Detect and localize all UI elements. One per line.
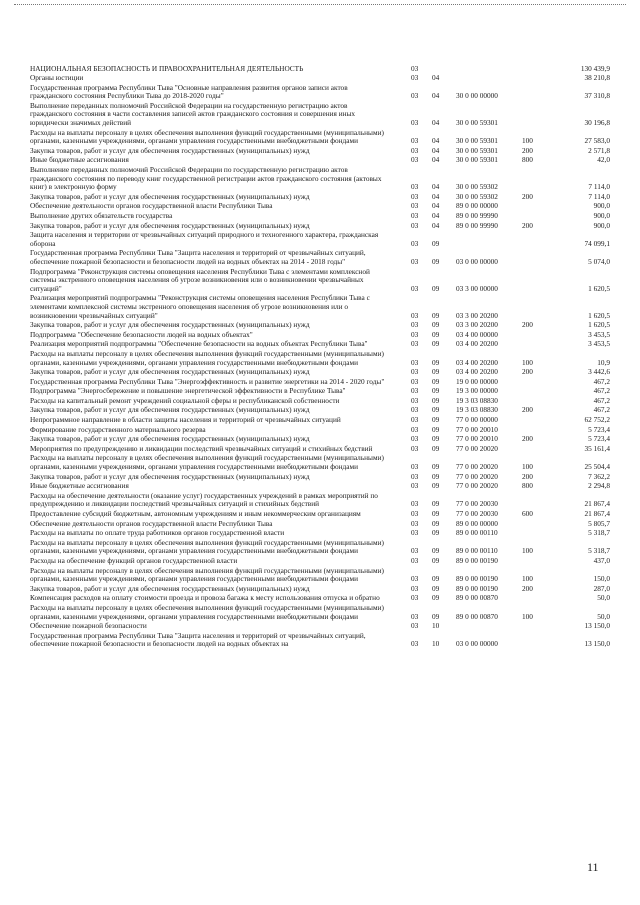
- row-expense-type: 200: [522, 220, 533, 230]
- row-target-article: 03 4 00 20200: [456, 367, 498, 377]
- row-section-code: 03: [411, 481, 419, 491]
- row-name: Государственная программа Республики Тыва "Энергоэффективность и развитие энергетики на 2014 - 2020 годы": [30, 376, 385, 386]
- row-name: Расходы на выплаты персоналу в целях обеспечения выполнения функций государственными (муниципальными) органами, казенными учреждениями, органами управления государственными внебюджетными фондами: [30, 537, 384, 556]
- row-section-code: 03: [411, 211, 419, 220]
- row-name: Предоставление субсидий бюджетным, автономным учреждениям и иным некоммерческим организациям: [30, 509, 361, 518]
- table-row: [30, 340, 610, 350]
- row-amount: 21 867,4: [584, 509, 610, 518]
- row-target-article: 19 3 03 08830: [456, 405, 498, 415]
- row-name: Иные бюджетные ассигнования: [30, 481, 129, 491]
- row-subsection-code: 09: [432, 357, 440, 367]
- row-subsection-code: 09: [432, 310, 440, 320]
- row-subsection-code: 09: [432, 611, 440, 621]
- row-section-code: 03: [411, 310, 419, 320]
- row-subsection-code: 10: [432, 621, 440, 631]
- row-target-article: 30 0 00 59301: [456, 155, 498, 165]
- row-target-article: 77 0 00 20030: [456, 509, 498, 518]
- row-expense-type: 100: [522, 462, 533, 472]
- row-name: Закупка товаров, работ и услуг для обеспечения государственных (муниципальных) нужд: [30, 434, 310, 444]
- row-subsection-code: 04: [432, 211, 440, 220]
- row-section-code: 03: [411, 471, 419, 481]
- row-target-article: 89 0 00 99990: [456, 220, 498, 230]
- row-section-code: 03: [411, 283, 419, 293]
- table-row: [30, 556, 610, 566]
- row-amount: 7 114,0: [588, 182, 610, 192]
- table-row: [30, 510, 610, 520]
- table-row: [30, 538, 610, 556]
- row-target-article: 03 4 00 20200: [456, 357, 498, 367]
- row-section-code: 03: [411, 367, 419, 377]
- row-section-code: 03: [411, 462, 419, 472]
- row-name: Выполнение переданных полномочий Российской Федерации по государственную регистрацию актов гражданского состояния по переводу книг государственной регистрации актов гражданского состояния (актовых книг) в электронную форму: [30, 165, 382, 192]
- row-section-code: 03: [411, 415, 419, 425]
- row-amount: 1 620,5: [588, 310, 610, 320]
- row-section-code: 03: [411, 91, 419, 101]
- row-target-article: 77 0 00 20020: [456, 443, 498, 453]
- row-section-code: 03: [411, 220, 419, 230]
- row-name: Подпрограмма "Энергосбережение и повышение энергетической эффективности в Республике Тыва": [30, 386, 346, 396]
- row-expense-type: 600: [522, 509, 533, 518]
- row-name: Закупка товаров, работ и услуг для обеспечения государственных (муниципальных) нужд: [30, 145, 310, 155]
- row-section-code: 03: [411, 528, 419, 538]
- row-subsection-code: 09: [432, 415, 440, 425]
- row-amount: 2 294,8: [588, 481, 610, 491]
- row-section-code: 03: [411, 329, 419, 339]
- row-subsection-code: 09: [432, 320, 440, 330]
- row-target-article: 89 0 00 00870: [456, 611, 498, 621]
- row-target-article: 89 0 00 00110: [456, 546, 498, 556]
- row-target-article: 03 0 00 00000: [456, 639, 498, 649]
- table-row: [30, 267, 610, 294]
- row-expense-type: 200: [522, 191, 533, 201]
- row-name: Обеспечение деятельности органов государственной власти Республики Тыва: [30, 201, 273, 211]
- page-number: 11: [587, 860, 599, 874]
- budget-table: [30, 64, 610, 649]
- row-amount: 62 752,2: [584, 415, 610, 425]
- row-subsection-code: 04: [432, 91, 440, 101]
- row-subsection-code: 04: [432, 220, 440, 230]
- row-subsection-code: 09: [432, 574, 440, 584]
- row-amount: 3 453,5: [588, 329, 610, 339]
- row-name: Иные бюджетные ассигнования: [30, 155, 129, 165]
- table-row: [30, 594, 610, 604]
- row-subsection-code: 09: [432, 405, 440, 415]
- row-subsection-code: 09: [432, 256, 440, 266]
- row-subsection-code: 04: [432, 201, 440, 211]
- row-section-code: 03: [411, 238, 419, 248]
- row-subsection-code: 09: [432, 546, 440, 556]
- row-target-article: 19 3 03 08830: [456, 395, 498, 405]
- row-expense-type: 200: [522, 434, 533, 444]
- row-subsection-code: 04: [432, 155, 440, 165]
- row-expense-type: 100: [522, 357, 533, 367]
- table-row: [30, 566, 610, 584]
- row-expense-type: 100: [522, 136, 533, 146]
- row-subsection-code: 10: [432, 639, 440, 649]
- row-name: Формирование государственного материального резерва: [30, 424, 206, 434]
- row-amount: 467,2: [593, 395, 610, 405]
- row-target-article: 30 0 00 59301: [456, 136, 498, 146]
- row-subsection-code: 09: [432, 509, 440, 518]
- row-target-article: 19 0 00 00000: [456, 376, 498, 386]
- row-target-article: 03 0 00 00000: [456, 256, 498, 266]
- row-section-code: 03: [411, 518, 419, 528]
- row-amount: 5 723,4: [588, 434, 610, 444]
- row-name: Реализация мероприятий подпрограммы "Обеспечение безопасности на водных объектах Республики Тыва": [30, 339, 368, 349]
- top-border-line: [14, 4, 626, 5]
- row-target-article: 03 4 00 00000: [456, 329, 498, 339]
- table-row: [30, 83, 610, 101]
- row-name: Расходы на выплаты персоналу в целях обеспечения выполнения функций государственными (муниципальными) органами, казенными учреждениями, органами управления государственными внебюджетными фондами: [30, 127, 384, 146]
- row-name: Расходы на выплаты персоналу в целях обеспечения выполнения функций государственными (муниципальными) органами, казенными учреждениями, органами управления государственными внебюджетными фондами: [30, 453, 384, 472]
- row-amount: 38 210,8: [584, 73, 610, 83]
- row-expense-type: 200: [522, 320, 533, 330]
- row-amount: 13 150,0: [584, 639, 610, 649]
- row-name: Закупка товаров, работ и услуг для обеспечения государственных (муниципальных) нужд: [30, 220, 310, 230]
- row-target-article: 77 0 00 20020: [456, 481, 498, 491]
- row-amount: 900,0: [593, 220, 610, 230]
- row-subsection-code: 09: [432, 329, 440, 339]
- row-target-article: 77 0 00 20030: [456, 499, 498, 509]
- row-subsection-code: 09: [432, 376, 440, 386]
- row-section-code: 03: [411, 574, 419, 584]
- row-expense-type: 200: [522, 583, 533, 593]
- row-name: Закупка товаров, работ и услуг для обеспечения государственных (муниципальных) нужд: [30, 320, 310, 330]
- row-name: Выполнение переданных полномочий Российской Федерации на государственную регистрацию актов гражданского состояния в части составления записей актов гражданского состояния и совершения иных юридически значимых действий: [30, 100, 356, 128]
- row-name: Закупка товаров, работ и услуг для обеспечения государственных (муниципальных) нужд: [30, 583, 310, 593]
- row-amount: 900,0: [593, 211, 610, 220]
- row-name: Государственная программа Республики Тыва "Защита населения и территорий от чрезвычайных ситуаций, обеспечение пожарной безопасности и безопасности людей на водных объектах на: [30, 630, 366, 649]
- row-section-code: 03: [411, 191, 419, 201]
- row-name: Компенсация расходов на оплату стоимости проезда и провоза багажа к месту использования отпуска и обратно: [30, 593, 380, 603]
- row-section-code: 03: [411, 405, 419, 415]
- row-name: Расходы на капитальный ремонт учреждений социальной сферы и республиканской собственности: [30, 395, 340, 405]
- table-row: [30, 454, 610, 472]
- row-target-article: 30 0 00 59301: [456, 145, 498, 155]
- row-target-article: 89 0 00 00000: [456, 518, 498, 528]
- row-target-article: 89 0 00 00000: [456, 201, 498, 211]
- table-row: [30, 128, 610, 146]
- row-subsection-code: 04: [432, 145, 440, 155]
- row-expense-type: 200: [522, 145, 533, 155]
- row-target-article: 03 4 00 20200: [456, 339, 498, 349]
- row-subsection-code: 09: [432, 238, 440, 248]
- row-expense-type: 200: [522, 471, 533, 481]
- table-row: [30, 622, 610, 632]
- row-amount: 5 318,7: [588, 528, 610, 538]
- row-target-article: 03 3 00 20200: [456, 310, 498, 320]
- table-row: [30, 529, 610, 539]
- row-subsection-code: 04: [432, 73, 440, 83]
- table-row: [30, 491, 610, 509]
- row-section-code: 03: [411, 63, 419, 73]
- row-name: Закупка товаров, работ и услуг для обеспечения государственных (муниципальных) нужд: [30, 471, 310, 481]
- row-target-article: 77 0 00 20010: [456, 434, 498, 444]
- row-subsection-code: 04: [432, 118, 440, 128]
- row-subsection-code: 09: [432, 367, 440, 377]
- row-section-code: 03: [411, 509, 419, 518]
- row-subsection-code: 04: [432, 136, 440, 146]
- row-amount: 25 504,4: [584, 462, 610, 472]
- row-target-article: 03 3 00 20200: [456, 320, 498, 330]
- row-amount: 50,0: [597, 611, 610, 621]
- row-amount: 5 805,7: [588, 518, 610, 528]
- row-name: Защита населения и территории от чрезвычайных ситуаций природного и техногенного характера, гражданская оборона: [30, 230, 379, 248]
- table-row: [30, 294, 610, 321]
- row-amount: 467,2: [593, 386, 610, 396]
- row-subsection-code: 09: [432, 555, 440, 565]
- row-amount: 287,0: [593, 583, 610, 593]
- row-amount: 7 114,0: [588, 191, 610, 201]
- row-target-article: 89 0 00 00110: [456, 528, 498, 538]
- row-amount: 467,2: [593, 405, 610, 415]
- row-name: Расходы на обеспечение функций органов государственной власти: [30, 555, 238, 565]
- row-section-code: 03: [411, 611, 419, 621]
- table-row: [30, 603, 610, 621]
- row-amount: 437,0: [593, 555, 610, 565]
- row-expense-type: 200: [522, 405, 533, 415]
- row-name: Подпрограмма "Реконструкция системы оповещения населения Республики Тыва с элементами комплексной системы экстренного оповещения населения об угрозе возникновения или о возникновении чрезвычайных ситуаций": [30, 266, 370, 293]
- row-expense-type: 100: [522, 574, 533, 584]
- row-subsection-code: 09: [432, 499, 440, 509]
- row-target-article: 77 0 00 20010: [456, 424, 498, 434]
- row-subsection-code: 09: [432, 395, 440, 405]
- row-section-code: 03: [411, 621, 419, 631]
- row-amount: 7 362,2: [588, 471, 610, 481]
- row-name: Расходы на выплаты персоналу в целях обеспечения выполнения функций государственными (муниципальными) органами, казенными учреждениями, органами управления государственными внебюджетными фондами: [30, 348, 384, 367]
- table-row: [30, 321, 610, 331]
- row-section-code: 03: [411, 357, 419, 367]
- row-amount: 1 620,5: [588, 320, 610, 330]
- table-row: [30, 231, 610, 249]
- row-target-article: 03 3 00 00000: [456, 283, 498, 293]
- row-name: Расходы на обеспечение деятельности (оказание услуг) государственных учреждений в рамках мероприятий по предупреждению и ликвидации последствий чрезвычайных ситуаций и стихийных бедствий: [30, 490, 378, 509]
- row-name: Обеспечение деятельности органов государственной власти Республики Тыва: [30, 518, 273, 528]
- row-name: Государственная программа Республики Тыва "Основные направления развития органов записи актов гражданского состояния Республики Тыва до 2018-2020 годы": [30, 82, 348, 101]
- row-section-code: 03: [411, 136, 419, 146]
- row-name: Государственная программа Республики Тыва "Защита населения и территорий от чрезвычайных ситуаций, обеспечение пожарной безопасности и безопасности людей на водных объектах на 2014 - 2018 годы": [30, 248, 366, 266]
- row-section-code: 03: [411, 583, 419, 593]
- row-amount: 50,0: [597, 593, 610, 603]
- row-amount: 37 310,8: [584, 91, 610, 101]
- row-section-code: 03: [411, 256, 419, 266]
- row-target-article: 89 0 00 00190: [456, 555, 498, 565]
- row-subsection-code: 09: [432, 471, 440, 481]
- row-name: Подпрограмма "Обеспечение безопасности людей на водных объектах": [30, 329, 253, 339]
- row-amount: 21 867,4: [584, 499, 610, 509]
- row-section-code: 03: [411, 339, 419, 349]
- row-section-code: 03: [411, 73, 419, 83]
- table-row: [30, 212, 610, 222]
- row-amount: 10,9: [597, 357, 610, 367]
- table-row: [30, 101, 610, 128]
- row-subsection-code: 09: [432, 518, 440, 528]
- row-section-code: 03: [411, 182, 419, 192]
- row-amount: 5 074,0: [588, 256, 610, 266]
- row-target-article: 77 0 00 00000: [456, 415, 498, 425]
- row-amount: 5 723,4: [588, 424, 610, 434]
- row-section-code: 03: [411, 555, 419, 565]
- row-expense-type: 100: [522, 546, 533, 556]
- row-name: Закупка товаров, работ и услуг для обеспечения государственных (муниципальных) нужд: [30, 405, 310, 415]
- row-amount: 13 150,0: [584, 621, 610, 631]
- row-name: Органы юстиции: [30, 73, 84, 83]
- row-amount: 5 318,7: [588, 546, 610, 556]
- row-subsection-code: 09: [432, 339, 440, 349]
- row-amount: 467,2: [593, 376, 610, 386]
- row-amount: 42,0: [597, 155, 610, 165]
- row-section-code: 03: [411, 118, 419, 128]
- row-target-article: 89 0 00 00870: [456, 593, 498, 603]
- row-amount: 2 571,8: [588, 145, 610, 155]
- row-target-article: 89 0 00 99990: [456, 211, 498, 220]
- row-section-code: 03: [411, 386, 419, 396]
- row-amount: 130 439,9: [580, 63, 610, 73]
- row-section-code: 03: [411, 639, 419, 649]
- row-subsection-code: 09: [432, 434, 440, 444]
- row-subsection-code: 09: [432, 462, 440, 472]
- row-amount: 900,0: [593, 201, 610, 211]
- row-section-code: 03: [411, 395, 419, 405]
- row-name: Закупка товаров, работ и услуг для обеспечения государственных (муниципальных) нужд: [30, 367, 310, 377]
- row-subsection-code: 04: [432, 182, 440, 192]
- row-subsection-code: 09: [432, 583, 440, 593]
- row-subsection-code: 09: [432, 593, 440, 603]
- row-name: Выполнение других обязательств государства: [30, 211, 173, 220]
- row-section-code: 03: [411, 155, 419, 165]
- row-name: Закупка товаров, работ и услуг для обеспечения государственных (муниципальных) нужд: [30, 191, 310, 201]
- table-row: [30, 631, 610, 649]
- row-expense-type: 800: [522, 155, 533, 165]
- row-amount: 35 161,4: [584, 443, 610, 453]
- row-expense-type: 800: [522, 481, 533, 491]
- row-name: Расходы на выплаты персоналу в целях обеспечения выполнения функций государственными (муниципальными) органами, казенными учреждениями, органами управления государственными внебюджетными фондами: [30, 602, 384, 621]
- row-name: Мероприятия по предупреждению и ликвидации последствий чрезвычайных ситуаций и стихийных бедствий: [30, 443, 373, 453]
- row-name: НАЦИОНАЛЬНАЯ БЕЗОПАСНОСТЬ И ПРАВООХРАНИТЕЛЬНАЯ ДЕЯТЕЛЬНОСТЬ: [30, 63, 304, 73]
- row-target-article: 89 0 00 00190: [456, 583, 498, 593]
- row-amount: 150,0: [593, 574, 610, 584]
- row-section-code: 03: [411, 376, 419, 386]
- row-amount: 74 099,1: [584, 238, 610, 248]
- table-row: [30, 166, 610, 193]
- table-row: [30, 64, 610, 74]
- row-section-code: 03: [411, 201, 419, 211]
- row-section-code: 03: [411, 145, 419, 155]
- table-row: [30, 387, 610, 397]
- row-section-code: 03: [411, 443, 419, 453]
- row-target-article: 89 0 00 00190: [456, 574, 498, 584]
- row-amount: 3 442,6: [588, 367, 610, 377]
- table-row: [30, 435, 610, 445]
- row-target-article: 19 3 00 00000: [456, 386, 498, 396]
- row-subsection-code: 09: [432, 424, 440, 434]
- row-target-article: 30 0 00 59302: [456, 182, 498, 192]
- row-target-article: 30 0 00 00000: [456, 91, 498, 101]
- table-row: [30, 249, 610, 267]
- table-row: [30, 74, 610, 84]
- row-name: Реализация мероприятий подпрограммы "Реконструкция системы оповещения населения Республики Тыва с элементами комплексной системы экстренного оповещения населения об угрозе возникновения или о возникновении чрезвычайных ситуаций": [30, 293, 370, 320]
- row-amount: 1 620,5: [588, 283, 610, 293]
- row-subsection-code: 09: [432, 481, 440, 491]
- row-section-code: 03: [411, 424, 419, 434]
- row-subsection-code: 04: [432, 191, 440, 201]
- row-section-code: 03: [411, 434, 419, 444]
- row-expense-type: 200: [522, 367, 533, 377]
- table-row: [30, 368, 610, 378]
- row-amount: 3 453,5: [588, 339, 610, 349]
- row-target-article: 77 0 00 20020: [456, 462, 498, 472]
- row-section-code: 03: [411, 546, 419, 556]
- row-target-article: 77 0 00 20020: [456, 471, 498, 481]
- row-name: Расходы на выплаты по оплате труда работников органов государственной власти: [30, 528, 285, 538]
- row-target-article: 30 0 00 59301: [456, 118, 498, 128]
- table-row: [30, 416, 610, 426]
- row-expense-type: 100: [522, 611, 533, 621]
- row-target-article: 30 0 00 59302: [456, 191, 498, 201]
- row-name: Расходы на выплаты персоналу в целях обеспечения выполнения функций государственными (муниципальными) органами, казенными учреждениями, органами управления государственными внебюджетными фондами: [30, 565, 384, 584]
- row-amount: 27 583,0: [584, 136, 610, 146]
- row-subsection-code: 09: [432, 443, 440, 453]
- row-amount: 30 196,8: [584, 118, 610, 128]
- row-subsection-code: 09: [432, 528, 440, 538]
- row-section-code: 03: [411, 320, 419, 330]
- table-row: [30, 482, 610, 492]
- row-subsection-code: 09: [432, 283, 440, 293]
- row-section-code: 03: [411, 593, 419, 603]
- row-section-code: 03: [411, 499, 419, 509]
- row-subsection-code: 09: [432, 386, 440, 396]
- row-name: Обеспечение пожарной безопасности: [30, 621, 147, 631]
- table-row: [30, 349, 610, 367]
- row-name: Непрограммное направление в области защиты населения и территорий от чрезвычайных ситуаций: [30, 415, 341, 425]
